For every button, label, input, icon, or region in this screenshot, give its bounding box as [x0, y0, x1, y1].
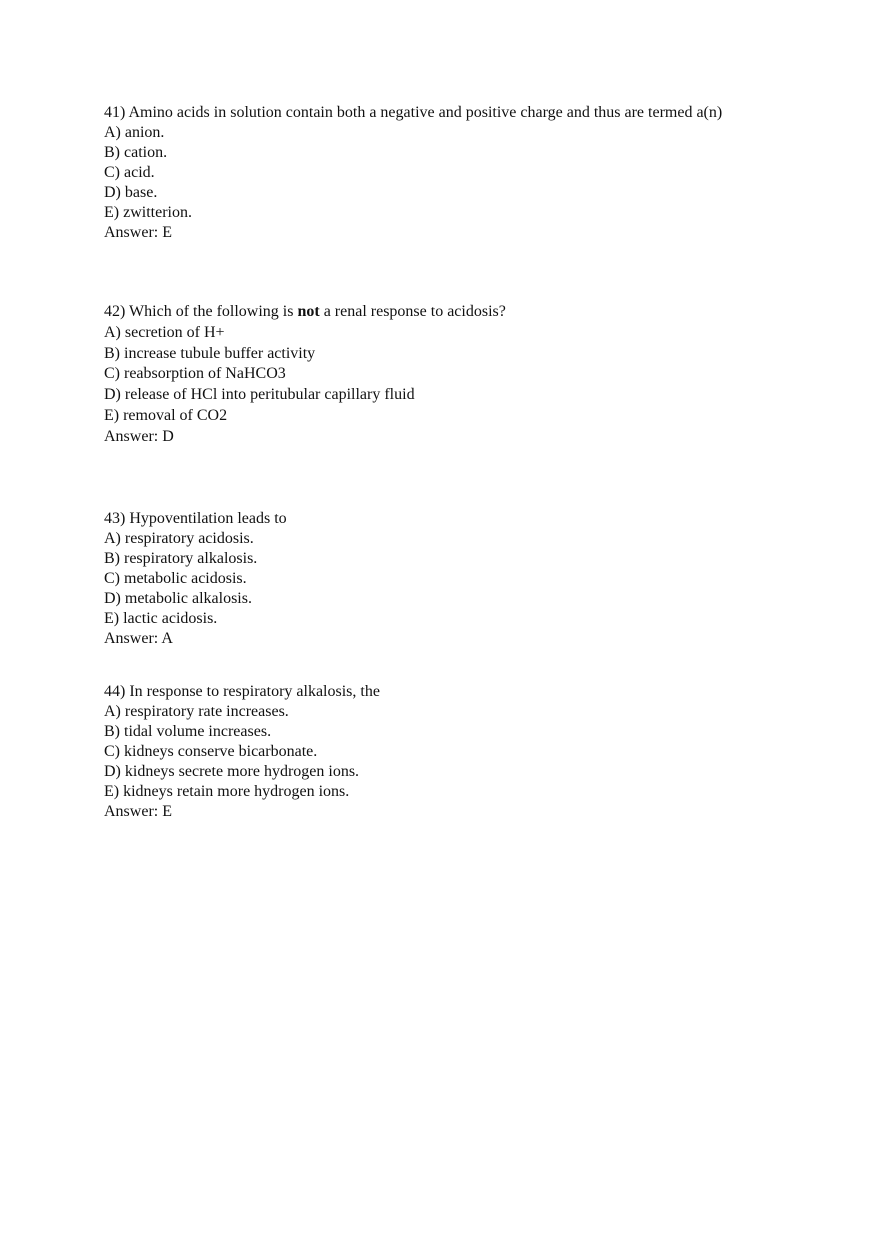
option: A) secretion of H+	[104, 323, 225, 341]
option: B) respiratory alkalosis.	[104, 550, 258, 567]
question-stem: 43) Hypoventilation leads to	[104, 510, 287, 527]
option: D) release of HCl into peritubular capillary fluid	[104, 386, 415, 404]
stem-text: a renal response to acidosis?	[319, 303, 506, 320]
option: E) zwitterion.	[104, 204, 192, 221]
question-41	[104, 103, 722, 243]
option: A) anion.	[104, 124, 165, 141]
answer: Answer: A	[104, 630, 173, 647]
question-stem: 41) Amino acids in solution contain both a negative and positive charge and thus are termed a(n)	[104, 104, 723, 121]
option: B) tidal volume increases.	[104, 723, 272, 740]
option: B) increase tubule buffer activity	[104, 344, 316, 362]
option: E) removal of CO2	[104, 406, 228, 424]
option: B) cation.	[104, 144, 168, 161]
option: D) kidneys secrete more hydrogen ions.	[104, 763, 360, 780]
answer: Answer: E	[104, 803, 172, 820]
option: A) respiratory rate increases.	[104, 703, 289, 720]
option: E) lactic acidosis.	[104, 610, 218, 627]
option: A) respiratory acidosis.	[104, 530, 254, 547]
question-43	[104, 509, 287, 649]
option: C) acid.	[104, 164, 155, 181]
answer: Answer: E	[104, 224, 172, 241]
stem-emphasis: not	[297, 303, 320, 320]
question-stem	[104, 302, 506, 323]
question-42	[104, 302, 506, 448]
option: D) base.	[104, 184, 158, 201]
option: C) kidneys conserve bicarbonate.	[104, 743, 318, 760]
question-44	[104, 682, 380, 822]
option: D) metabolic alkalosis.	[104, 590, 252, 607]
option: C) metabolic acidosis.	[104, 570, 247, 587]
answer: Answer: D	[104, 427, 174, 445]
option: E) kidneys retain more hydrogen ions.	[104, 783, 350, 800]
question-stem: 44) In response to respiratory alkalosis, the	[104, 683, 380, 700]
option: C) reabsorption of NaHCO3	[104, 365, 286, 383]
stem-text: 42) Which of the following is	[104, 303, 298, 320]
